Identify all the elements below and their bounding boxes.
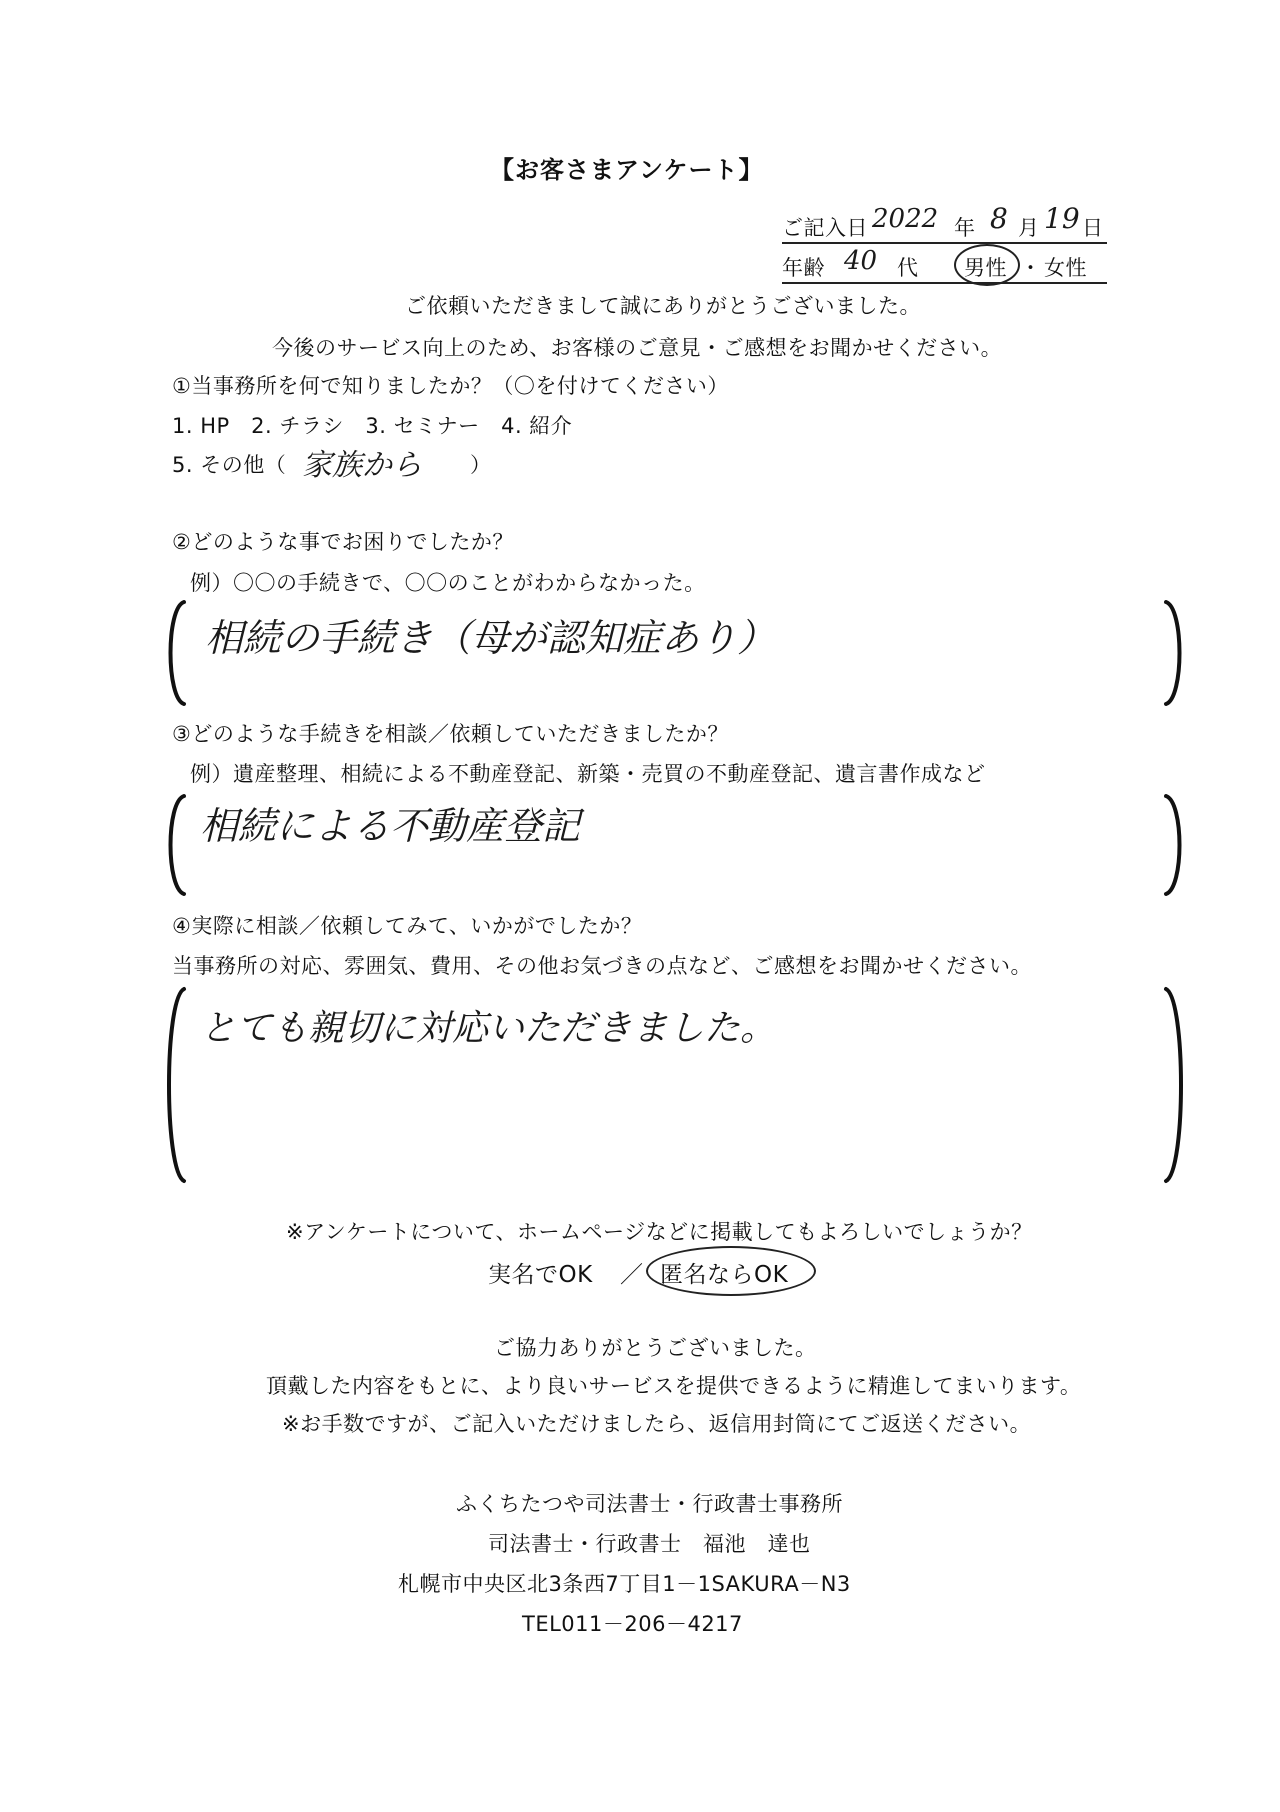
date-line: [782, 202, 1107, 244]
intro-line-1: ご依頼いただきまして誠にありがとうございました。: [405, 294, 921, 318]
office-address: 札幌市中央区北3条西7丁目1－1SAKURA－N3: [398, 1572, 851, 1596]
year-value: 2022: [872, 204, 939, 234]
q1-options: 1. HP 2. チラシ 3. セミナー 4. 紹介: [172, 414, 573, 438]
closing-line-2: 頂戴した内容をもとに、より良いサービスを提供できるように精進してまいります。: [266, 1374, 1082, 1398]
age-label: 年齢: [782, 256, 825, 280]
year-label: 年: [954, 216, 976, 240]
publish-question: ※アンケートについて、ホームページなどに掲載してもよろしいでしょうか？: [286, 1220, 1033, 1244]
age-gender-line: [782, 246, 1107, 284]
age-value: 40: [844, 246, 878, 276]
q1-other-suffix: ）: [470, 453, 492, 477]
q2-answer-bracket-left: [160, 598, 190, 708]
survey-title: 【お客さまアンケート】: [490, 156, 764, 184]
month-label: 月: [1018, 216, 1040, 240]
q4-answer-bracket-left: [160, 985, 190, 1185]
month-value: 8: [990, 202, 1008, 235]
q1-other-prefix: 5. その他（: [172, 453, 287, 477]
publish-anonymous: 匿名ならOK: [660, 1262, 789, 1288]
q1-question: ①当事務所を何で知りましたか？（〇を付けてください）: [172, 374, 729, 398]
gender-male: 男性: [964, 256, 1007, 280]
intro-line-2: 今後のサービス向上のため、お客様のご意見・ご感想をお聞かせください。: [272, 336, 1003, 360]
q2-answer: 相続の手続き（母が認知症あり）: [205, 616, 776, 660]
q4-answer: とても親切に対応いただきました。: [200, 1008, 777, 1049]
date-label: ご記入日: [782, 216, 868, 240]
closing-line-3: ※お手数ですが、ご記入いただけましたら、返信用封筒にてご返送ください。: [282, 1412, 1032, 1436]
q1-other-answer: 家族から: [302, 448, 422, 483]
q2-question: ②どのような事でお困りでしたか？: [172, 530, 514, 554]
closing-line-1: ご協力ありがとうございました。: [494, 1336, 817, 1360]
q4-question: ④実際に相談／依頼してみて、いかがでしたか？: [172, 914, 643, 938]
office-person: 司法書士・行政書士 福池 達也: [488, 1532, 811, 1556]
q2-answer-bracket-right: [1160, 598, 1190, 708]
office-name: ふくちたつや司法書士・行政書士事務所: [456, 1492, 843, 1516]
q2-example: 例）〇〇の手続きで、〇〇のことがわからなかった。: [190, 571, 706, 595]
q3-question: ③どのような手続きを相談／依頼していただきましたか？: [172, 722, 729, 746]
gender-female: 女性: [1044, 256, 1087, 280]
publish-slash: ／: [620, 1262, 644, 1288]
day-label: 日: [1082, 216, 1104, 240]
q4-example: 当事務所の対応、雰囲気、費用、その他お気づきの点など、ご感想をお聞かせください。: [172, 954, 1032, 978]
publish-real-name: 実名でOK: [488, 1262, 593, 1288]
gender-male-circle: [954, 244, 1020, 286]
q4-answer-bracket-right: [1160, 985, 1190, 1185]
gender-separator: ・: [1020, 256, 1042, 280]
q3-answer-bracket-right: [1160, 792, 1190, 898]
q3-answer: 相続による不動産登記: [200, 804, 581, 848]
day-value: 19: [1044, 202, 1080, 235]
office-tel: TEL011－206－4217: [522, 1612, 743, 1636]
q3-example: 例）遺産整理、相続による不動産登記、新築・売買の不動産登記、遺言書作成など: [190, 762, 986, 786]
age-unit: 代: [897, 256, 919, 280]
q3-answer-bracket-left: [160, 792, 190, 898]
publish-anonymous-circle: [646, 1246, 816, 1296]
